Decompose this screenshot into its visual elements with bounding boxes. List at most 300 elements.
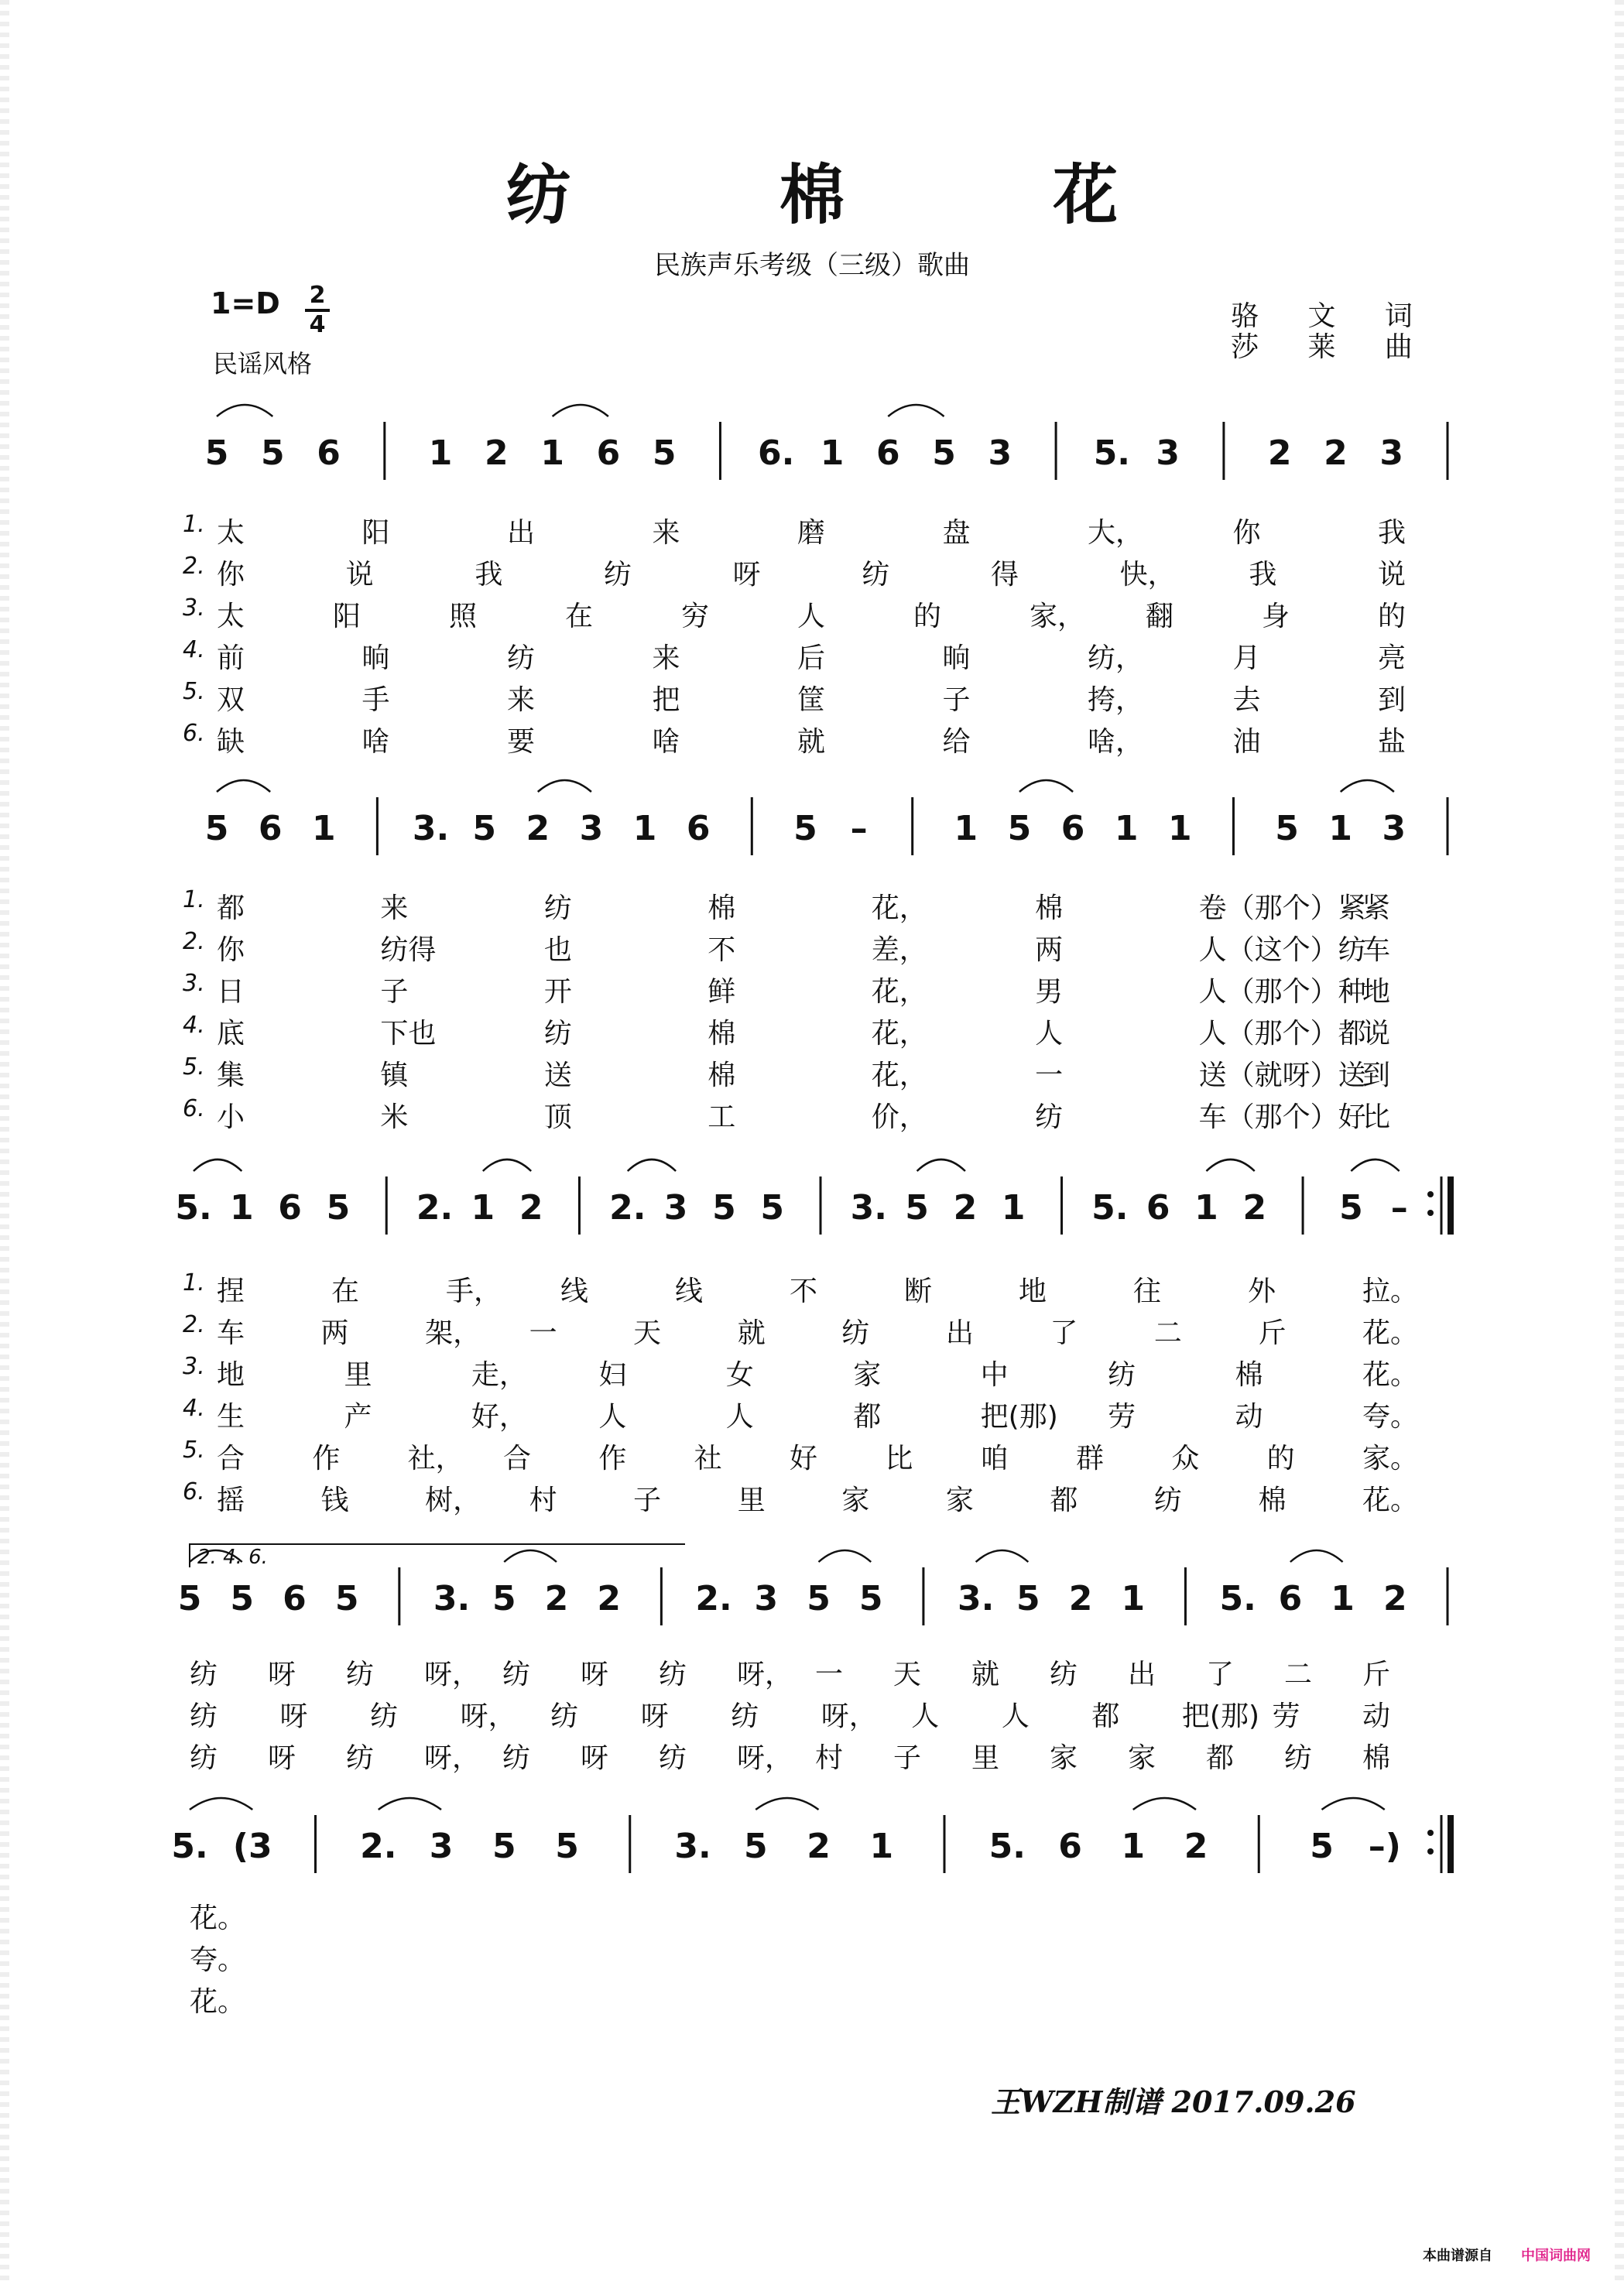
lyric-syllable: 纺 xyxy=(1284,1742,1313,1774)
lyric-syllable: 来 xyxy=(507,684,536,716)
slur xyxy=(976,1550,1029,1562)
lyric-syllable: 不 xyxy=(708,934,736,966)
lyric-syllable: 村 xyxy=(529,1485,557,1516)
lyric-syllable: 呀 xyxy=(279,1700,308,1732)
lyric-syllable: 我 xyxy=(475,559,503,591)
lyric-syllable: 架， xyxy=(425,1317,481,1349)
lyric-syllable: 后 xyxy=(797,642,826,674)
lyric-syllable: 纺 xyxy=(346,1659,375,1690)
lyric-syllable: 筐 xyxy=(797,684,826,716)
lyric-syllable: 来 xyxy=(380,892,409,924)
lyric-syllable: 翻 xyxy=(1146,601,1174,632)
lyric-syllable: 紧 xyxy=(1362,892,1391,924)
lyric-syllable: 花。 xyxy=(1362,1485,1419,1516)
slur xyxy=(1019,780,1073,792)
note: 3 xyxy=(754,1579,779,1618)
note: 1 xyxy=(820,433,845,473)
note: 2. xyxy=(360,1827,397,1866)
lyric-syllable: 呀 xyxy=(268,1742,296,1774)
lyric-syllable: 手 xyxy=(361,684,390,716)
note: (3 xyxy=(232,1827,272,1866)
lyric-syllable: 就 xyxy=(737,1317,766,1349)
lyric-syllable: 纺 xyxy=(1035,1101,1064,1133)
note: 5. xyxy=(1093,433,1131,473)
lyric-syllable: 呀 xyxy=(581,1742,609,1774)
note: 6 xyxy=(278,1188,302,1228)
lyric-syllable: 在 xyxy=(331,1276,360,1307)
note: 5 xyxy=(760,1188,785,1228)
lyric-syllable: 里 xyxy=(971,1742,1000,1774)
lyric-syllable: 说 xyxy=(1378,559,1406,591)
left-margin-strip xyxy=(0,0,9,2281)
lyric-syllable: 差， xyxy=(871,934,927,966)
note: 2 xyxy=(1184,1827,1208,1866)
lyric-syllable: 众 xyxy=(1171,1443,1200,1474)
note: 1 xyxy=(954,809,978,848)
note: 5 xyxy=(1339,1188,1363,1228)
lyric-syllable: 家， xyxy=(1030,601,1086,632)
note: 5 xyxy=(326,1188,351,1228)
note: 2 xyxy=(544,1579,569,1618)
note: – xyxy=(1390,1188,1408,1228)
lyric-syllable: 女 xyxy=(725,1359,754,1391)
repeat-dot xyxy=(1427,1210,1434,1216)
lyric-syllable: 都 xyxy=(1206,1742,1235,1774)
lyric-syllable: 地 xyxy=(1362,976,1391,1008)
lyric-syllable: 纺 xyxy=(659,1742,687,1774)
note: 6 xyxy=(1060,809,1085,848)
lyric-syllable: 呀， xyxy=(424,1659,481,1690)
lyric-syllable: 产 xyxy=(344,1401,372,1433)
lyric-syllable: 纺 xyxy=(370,1700,399,1732)
lyric-syllable: 呀 xyxy=(640,1700,669,1732)
slur xyxy=(538,780,591,792)
lyric-syllable: 就 xyxy=(971,1659,1000,1690)
note: 3 xyxy=(579,809,604,848)
lyric-syllable: 呀 xyxy=(732,559,761,591)
lyric-syllable: 棉 xyxy=(1235,1359,1263,1391)
note: 3 xyxy=(663,1188,688,1228)
lyric-syllable: 动 xyxy=(1235,1401,1263,1433)
lyric-syllable: 一 xyxy=(815,1659,844,1690)
lyric-syllable: 两 xyxy=(1035,934,1064,966)
lyric-syllable: 到 xyxy=(1378,684,1406,716)
lyric-syllable: 社， xyxy=(407,1443,464,1474)
verse-number: 4. xyxy=(183,636,205,663)
lyric-syllable: 纺 xyxy=(190,1659,218,1690)
lyric-syllable: 人 xyxy=(797,601,826,632)
lyric-syllable: 妇 xyxy=(598,1359,627,1391)
lyric-syllable: 出 xyxy=(507,517,536,549)
lyric-syllable: 穷 xyxy=(681,601,710,632)
slur xyxy=(1322,1798,1385,1810)
lyric-syllable: 不 xyxy=(790,1276,818,1307)
verse-number: 6. xyxy=(183,720,205,747)
lyric-syllable: 走， xyxy=(471,1359,527,1391)
lyric-syllable: 下也 xyxy=(380,1018,437,1050)
note: 5 xyxy=(472,809,496,848)
lyric-syllable: 动 xyxy=(1362,1700,1391,1732)
lyric-syllable: 也 xyxy=(543,934,572,966)
note: 6. xyxy=(758,433,795,473)
lyric-syllable: 车 xyxy=(1362,934,1391,966)
lyric-syllable: 人 xyxy=(1035,1018,1064,1050)
lyric-syllable: 顶 xyxy=(543,1101,572,1133)
note: 5 xyxy=(334,1579,359,1618)
lyric-syllable: 作 xyxy=(598,1443,627,1474)
key-signature: 1=D xyxy=(211,286,280,320)
note: 5 xyxy=(204,809,229,848)
lyric-syllable: 劳 xyxy=(1272,1700,1300,1732)
verse-number: 1. xyxy=(183,511,205,538)
lyric-syllable: 纺 xyxy=(731,1700,759,1732)
lyric-syllable: 两 xyxy=(320,1317,349,1349)
lyric-syllable: 纺， xyxy=(1088,642,1144,674)
lyric-syllable: 捏 xyxy=(217,1276,245,1307)
lyric-syllable: 社 xyxy=(694,1443,722,1474)
time-signature-top: 2 xyxy=(309,282,326,309)
lyric-syllable: 合 xyxy=(503,1443,532,1474)
lyric-syllable: 花。 xyxy=(1362,1317,1419,1349)
verse-number: 4. xyxy=(183,1012,205,1039)
verse-number: 1. xyxy=(183,886,205,913)
lyric-syllable: 棉 xyxy=(1258,1485,1287,1516)
lyric-syllable: 太 xyxy=(217,517,245,549)
lyric-syllable: 纺 xyxy=(346,1742,375,1774)
lyric-syllable: 阳 xyxy=(361,517,390,549)
note: 2 xyxy=(807,1827,831,1866)
verse-number: 2. xyxy=(183,553,205,580)
lyric-syllable: 大， xyxy=(1088,517,1144,549)
lyric-syllable: 磨 xyxy=(797,517,826,549)
note: 5 xyxy=(905,1188,929,1228)
note: 1 xyxy=(311,809,336,848)
lyric-syllable: 纺得 xyxy=(380,934,437,966)
lyric-syllable: 的 xyxy=(913,601,942,632)
note: 5 xyxy=(204,433,229,473)
lyric-syllable: 家 xyxy=(853,1359,882,1391)
note: 1 xyxy=(1331,1579,1355,1618)
slur xyxy=(504,1550,557,1562)
repeat-dot xyxy=(1427,1830,1434,1836)
lyric-syllable: 前 xyxy=(217,642,245,674)
lyric-syllable: 工 xyxy=(708,1101,736,1133)
lyric-syllable: 地 xyxy=(1019,1276,1047,1307)
note: 1 xyxy=(1114,809,1139,848)
slur xyxy=(1341,780,1394,792)
lyric-syllable: 都 xyxy=(1050,1485,1078,1516)
lyric-syllable: 啥， xyxy=(1088,726,1144,758)
note: 5 xyxy=(858,1579,883,1618)
lyric-syllable: 了 xyxy=(1206,1659,1235,1690)
lyric-syllable: 好， xyxy=(471,1401,527,1433)
note: 3. xyxy=(433,1579,471,1618)
time-signature-bottom: 4 xyxy=(309,311,326,338)
lyric-syllable: 外 xyxy=(1248,1276,1276,1307)
verse-number: 4. xyxy=(183,1395,205,1422)
note: 3 xyxy=(1379,433,1404,473)
lyric-syllable: 盘 xyxy=(942,517,971,549)
verse-number: 3. xyxy=(183,1353,205,1380)
note: 6 xyxy=(1146,1188,1170,1228)
verse-number: 5. xyxy=(183,1437,205,1464)
note: 5. xyxy=(1091,1188,1129,1228)
lyric-syllable: 纺 xyxy=(190,1700,218,1732)
lyric-syllable: 你 xyxy=(217,559,245,591)
lyric-syllable: 米 xyxy=(380,1101,409,1133)
lyric-syllable: 棉 xyxy=(1362,1742,1391,1774)
lyric-syllable: 子 xyxy=(633,1485,662,1516)
lyric-syllable: 说 xyxy=(345,559,374,591)
note: 3 xyxy=(988,433,1012,473)
lyric-syllable: 日 xyxy=(217,976,245,1008)
lyric-syllable: 阳 xyxy=(333,601,361,632)
lyric-syllable: 双 xyxy=(217,684,245,716)
lyric-syllable: 集 xyxy=(217,1060,245,1091)
note: 2 xyxy=(1382,1579,1407,1618)
lyric-syllable: 镇 xyxy=(380,1060,409,1091)
lyric-syllable: 纺 xyxy=(502,1742,531,1774)
lyric-syllable: 出 xyxy=(1128,1659,1156,1690)
lyric-syllable: 呀 xyxy=(581,1659,609,1690)
note: 2 xyxy=(1324,433,1348,473)
note: 5 xyxy=(1310,1827,1334,1866)
note: 2 xyxy=(953,1188,978,1228)
note: 6 xyxy=(1058,1827,1082,1866)
lyric-syllable: 纺 xyxy=(604,559,632,591)
lyric-syllable: 棉 xyxy=(708,1060,736,1091)
lyric-syllable: 人 xyxy=(725,1401,754,1433)
slur xyxy=(217,405,272,416)
slur xyxy=(917,1159,965,1171)
transcriber-signature: 王WZH制谱 2017.09.26 xyxy=(991,2084,1356,2119)
lyric-syllable: 线 xyxy=(675,1276,704,1307)
lyric-syllable: 斤 xyxy=(1258,1317,1287,1349)
lyric-syllable: 咱 xyxy=(980,1443,1009,1474)
lyric-syllable: 给 xyxy=(942,726,971,758)
lyric-syllable: 子 xyxy=(380,976,409,1008)
slur xyxy=(1351,1159,1399,1171)
note: 2 xyxy=(1267,433,1292,473)
footer-site: 中国词曲网 xyxy=(1521,2248,1591,2264)
composer-credit: 莎 莱 曲 xyxy=(1231,331,1433,363)
lyric-syllable: 生 xyxy=(217,1401,245,1433)
lyric-syllable: 棉 xyxy=(708,1018,736,1050)
lyric-syllable: 好 xyxy=(790,1443,818,1474)
note: 3 xyxy=(429,1827,454,1866)
note: 2. xyxy=(695,1579,732,1618)
note: 1 xyxy=(632,809,657,848)
lyric-syllable: 送 xyxy=(543,1060,572,1091)
lyric-syllable: 二 xyxy=(1153,1317,1182,1349)
lyric-syllable: 都 xyxy=(1091,1700,1120,1732)
lyric-syllable: 纺 xyxy=(550,1700,579,1732)
lyric-syllable: 呀， xyxy=(424,1742,481,1774)
note: 2 xyxy=(1068,1579,1093,1618)
lyric-syllable: 地 xyxy=(217,1359,245,1391)
lyric-syllable: 呀， xyxy=(737,1742,793,1774)
lyric-syllable: 夸。 xyxy=(1362,1401,1419,1433)
lyric-syllable: 太 xyxy=(217,601,245,632)
lyric-syllable: 纺 xyxy=(1050,1659,1078,1690)
note: 5 xyxy=(260,433,285,473)
lyric-syllable: 把(那) xyxy=(1181,1700,1260,1732)
lyric-syllable: 家 xyxy=(841,1485,870,1516)
verse-number: 3. xyxy=(183,970,205,997)
lyric-syllable: 你 xyxy=(217,934,245,966)
verse-number: 6. xyxy=(183,1095,205,1122)
verse-number: 5. xyxy=(183,1053,205,1081)
lyric-syllable: 车 xyxy=(217,1317,245,1349)
lyric-syllable: 盐 xyxy=(1378,726,1406,758)
lyric-syllable: 呀 xyxy=(268,1659,296,1690)
lyric-syllable: 开 xyxy=(543,976,572,1008)
note: 1 xyxy=(1121,1827,1146,1866)
lyric-syllable: 啥 xyxy=(361,726,390,758)
lyric-syllable: 天 xyxy=(633,1317,662,1349)
note: 3. xyxy=(412,809,450,848)
slur xyxy=(194,1159,242,1171)
note: 6 xyxy=(317,433,341,473)
slur xyxy=(1133,1798,1196,1810)
lyric-syllable: 树， xyxy=(425,1485,481,1516)
slur xyxy=(888,405,944,416)
lyric-syllable: 里 xyxy=(737,1485,766,1516)
note: 5 xyxy=(712,1188,736,1228)
lyric-syllable: 得 xyxy=(991,559,1019,591)
note: 5 xyxy=(743,1827,768,1866)
note: 1 xyxy=(1194,1188,1218,1228)
lyric-syllable: 手， xyxy=(446,1276,502,1307)
lyric-syllable: 快， xyxy=(1119,559,1176,591)
note: 6 xyxy=(283,1579,307,1618)
note: 2 xyxy=(1242,1188,1267,1228)
lyric-syllable: 二 xyxy=(1284,1659,1313,1690)
verse-number: 3. xyxy=(183,594,205,622)
note: 5 xyxy=(492,1579,516,1618)
lyric-syllable: 呀， xyxy=(737,1659,793,1690)
lyric-syllable: 说 xyxy=(1362,1018,1391,1050)
note: 5 xyxy=(1007,809,1032,848)
lyric-syllable: 出 xyxy=(945,1317,974,1349)
slur xyxy=(379,1798,441,1810)
slur xyxy=(1206,1159,1254,1171)
page-title: 纺 棉 花 xyxy=(505,156,1211,233)
lyric-syllable: 纺 xyxy=(1153,1485,1182,1516)
note: 5 xyxy=(652,433,677,473)
lyric-syllable: 缺 xyxy=(217,726,245,758)
note: 5. xyxy=(1219,1579,1256,1618)
note: 5 xyxy=(1275,809,1299,848)
lyric-syllable: 去 xyxy=(1232,684,1261,716)
lyric-syllable: 晌 xyxy=(361,642,390,674)
note: 3 xyxy=(1156,433,1180,473)
lyric-syllable: 天 xyxy=(893,1659,922,1690)
lyric-syllable: 斤 xyxy=(1362,1659,1391,1690)
lyric-syllable: 你 xyxy=(1232,517,1261,549)
lyric-syllable: 村 xyxy=(815,1742,844,1774)
note: 5 xyxy=(807,1579,831,1618)
note: 3. xyxy=(674,1827,711,1866)
note: 2. xyxy=(416,1188,454,1228)
lyric-syllable: 子 xyxy=(942,684,971,716)
lyric-syllable: 啥 xyxy=(652,726,680,758)
slur xyxy=(755,1798,818,1810)
lyric-syllable: 送（就呀）送 xyxy=(1198,1060,1366,1091)
lyric-syllable: 来 xyxy=(652,642,680,674)
lyric-syllable: 家 xyxy=(1128,1742,1156,1774)
lyric-syllable: 断 xyxy=(904,1276,933,1307)
lyric-syllable: 来 xyxy=(652,517,680,549)
repeat-dot xyxy=(1427,1848,1434,1855)
lyric-syllable: 身 xyxy=(1262,601,1290,632)
lyric-syllable: 棉 xyxy=(1035,892,1064,924)
lyric-syllable: 花， xyxy=(871,892,927,924)
note: 5. xyxy=(175,1188,212,1228)
note: 2 xyxy=(519,1188,543,1228)
lyric-syllable: 人 xyxy=(1001,1700,1030,1732)
lyric-syllable: 花。 xyxy=(190,1986,246,2018)
note: 2 xyxy=(526,809,550,848)
note: 5. xyxy=(988,1827,1026,1866)
note: 1 xyxy=(229,1188,254,1228)
note: 1 xyxy=(471,1188,495,1228)
note: 1 xyxy=(1001,1188,1026,1228)
lyric-syllable: 纺 xyxy=(659,1659,687,1690)
lyric-syllable: 摇 xyxy=(217,1485,245,1516)
note: 2 xyxy=(485,433,509,473)
lyric-syllable: 纺 xyxy=(862,559,890,591)
note: 6 xyxy=(1278,1579,1303,1618)
verse-number: 2. xyxy=(183,928,205,955)
note: 2 xyxy=(597,1579,621,1618)
lyric-syllable: 鲜 xyxy=(708,976,736,1008)
lyric-syllable: 花， xyxy=(871,976,927,1008)
lyric-syllable: 就 xyxy=(797,726,826,758)
lyric-syllable: 花， xyxy=(871,1060,927,1091)
note: –) xyxy=(1368,1827,1401,1866)
lyric-syllable: 花。 xyxy=(1362,1359,1419,1391)
note: – xyxy=(850,809,868,848)
lyric-syllable: 都 xyxy=(217,892,245,924)
lyric-syllable: 油 xyxy=(1232,726,1261,758)
lyric-syllable: 到 xyxy=(1362,1060,1391,1091)
lyric-syllable: 照 xyxy=(449,601,478,632)
lyric-syllable: 价， xyxy=(871,1101,927,1133)
note: 5 xyxy=(230,1579,255,1618)
lyric-syllable: 亮 xyxy=(1378,642,1406,674)
lyric-syllable: 我 xyxy=(1378,517,1406,549)
lyric-syllable: 纺 xyxy=(543,1018,572,1050)
lyric-syllable: 家 xyxy=(945,1485,974,1516)
slur xyxy=(483,1159,531,1171)
slur xyxy=(190,1798,252,1810)
lyric-syllable: 拉。 xyxy=(1362,1276,1419,1307)
lyric-syllable: 在 xyxy=(565,601,594,632)
slur xyxy=(217,780,270,792)
lyric-syllable: 中 xyxy=(980,1359,1009,1391)
note: 1 xyxy=(1121,1579,1146,1618)
lyric-syllable: 纺 xyxy=(507,642,536,674)
lyric-syllable: 人（那个）种 xyxy=(1198,976,1366,1008)
lyric-syllable: 人 xyxy=(598,1401,627,1433)
note: 5 xyxy=(1016,1579,1040,1618)
lyric-syllable: 花。 xyxy=(190,1903,246,1934)
lyric-syllable: 挎， xyxy=(1088,684,1144,716)
slur xyxy=(628,1159,676,1171)
lyric-syllable: 男 xyxy=(1035,976,1064,1008)
note: 1 xyxy=(869,1827,894,1866)
